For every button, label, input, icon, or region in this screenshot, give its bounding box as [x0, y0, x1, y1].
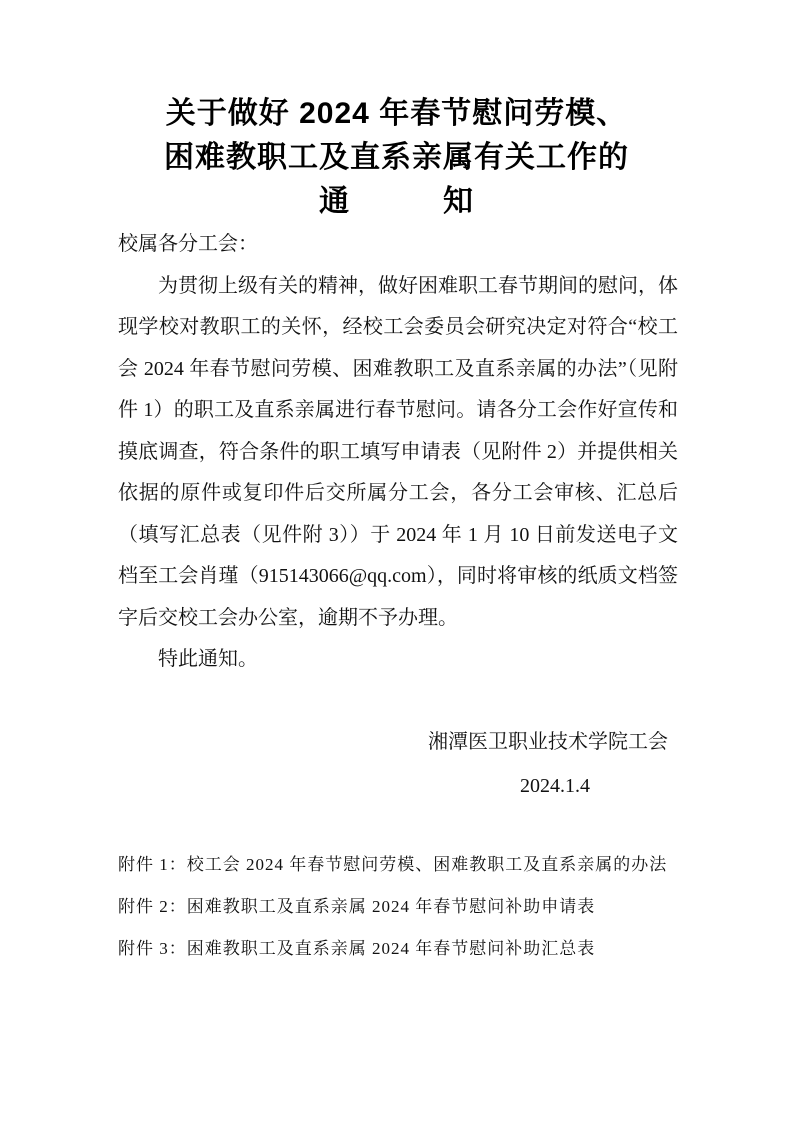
- document-title: [0, 92, 793, 224]
- attachment-list: [118, 844, 678, 970]
- title-line-2: 困难教职工及直系亲属有关工作的: [164, 141, 629, 174]
- title-line-1: 关于做好 2024 年春节慰问劳模、: [165, 97, 628, 130]
- signature-organization: 湘潭医卫职业技术学院工会: [428, 730, 668, 753]
- signature-date: 2024.1.4: [520, 775, 590, 797]
- main-paragraph: 为贯彻上级有关的精神，做好困难职工春节期间的慰问，体现学校对教职工的关怀，经校工会委员会研究决定对符合“校工会 2024 年春节慰问劳模、困难教职工及直系亲属的办法”（见附件 1）的职工及直系亲属进行春节慰问。请各分工会作好宣传和摸底调查，符合条件的职工填写申请表（见附件 2）并提供相关依据的原件或复印件后交所属分工会，各分工会审核、汇总后（填写汇总表（见件附 3））于 2024 年 1 月 10 日前发送电子文档至工会肖瑾（915143066@qq.com），同时将审核的纸质文档签字后交校工会办公室，逾期不予办理。: [118, 274, 678, 629]
- document-body: [118, 224, 678, 970]
- title-line-3: 通 知: [319, 185, 474, 218]
- salutation: 校属各分工会：: [118, 233, 258, 255]
- attachment-item-1: 附件 1：校工会 2024 年春节慰问劳模、困难教职工及直系亲属的办法: [118, 854, 668, 874]
- attachment-item-3: 附件 3：困难教职工及直系亲属 2024 年春节慰问补助汇总表: [118, 938, 596, 958]
- closing-line: 特此通知。: [158, 648, 258, 670]
- attachment-item-2: 附件 2：困难教职工及直系亲属 2024 年春节慰问补助申请表: [118, 896, 596, 916]
